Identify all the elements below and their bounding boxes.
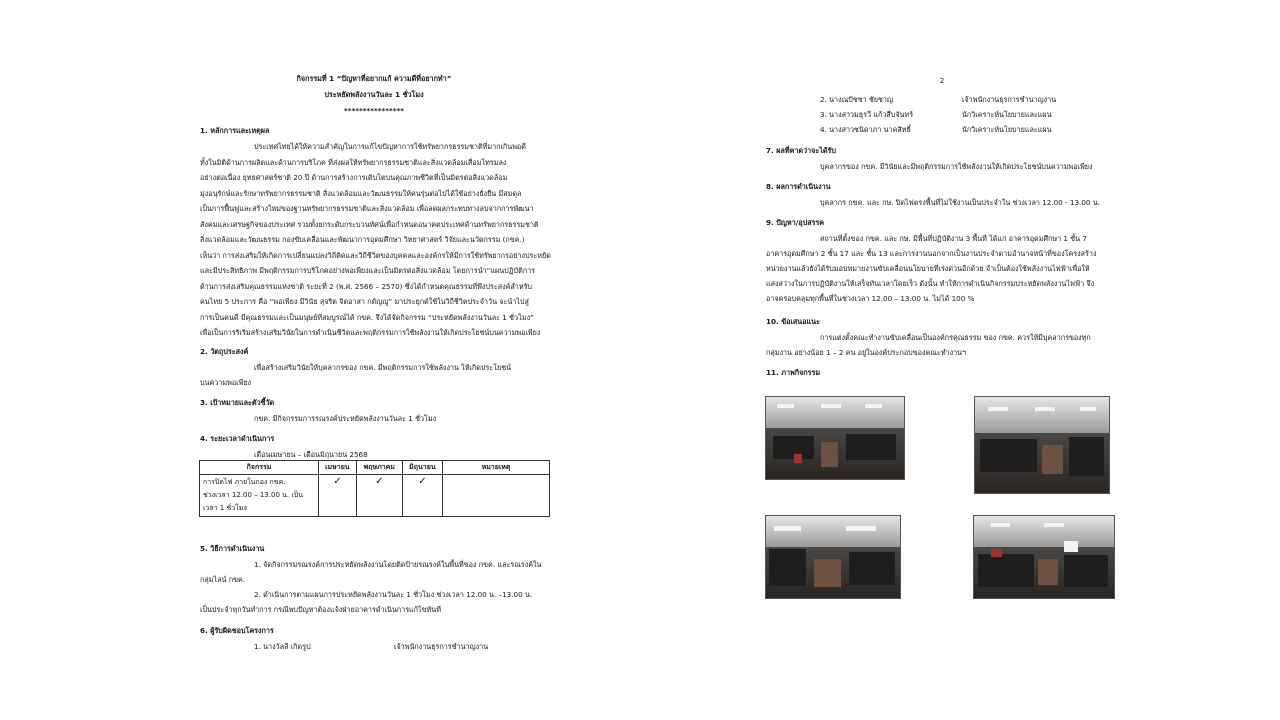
team-member-name: 4. นางสาวชนิดาภา นาคสิทธิ์ <box>820 125 911 134</box>
activity-photo <box>974 396 1110 494</box>
section-8-heading: 8. ผลการดำเนินงาน <box>766 182 831 191</box>
team-member-role: นักวิเคราะห์นโยบายและแผน <box>962 125 1052 134</box>
activity-line: การปิดไฟ ภายในกอง กขค. <box>203 478 286 486</box>
table-row <box>200 475 550 517</box>
section-2-heading: 2. วัตถุประสงค์ <box>200 347 249 356</box>
section-5-line: 1. จัดกิจกรรมรณรงค์การประหยัดพลังงานโดยติดป้ายรณรงค์ในพื้นที่ของ กขค. และรณรงค์ใน <box>254 560 542 569</box>
activity-photo <box>765 396 905 480</box>
responsible-person-role: เจ้าพนักงานธุรการชำนาญงาน <box>394 642 489 651</box>
checkmark-icon: ✓ <box>319 475 357 517</box>
section-6-heading: 6. ผู้รับผิดชอบโครงการ <box>200 626 274 635</box>
activity-photo <box>765 515 901 599</box>
section-1-line: สิ่งแวดล้อมและวัฒนธรรม กองขับเคลื่อนและพัฒนาการอุดมศึกษา วิทยาศาสตร์ วิจัยและนวัตกรรม (กขค.) <box>200 235 525 244</box>
section-1-line: เพื่อเป็นการริเริ่มสร้างเสริมวินัยในการดำเนินชีวิตและพฤติกรรมการใช้พลังงานให้เกิดประโยชน์บนความพอเพียง <box>200 328 541 337</box>
section-10-line: การแต่งตั้งคณะทำงานขับเคลื่อนเป็นองค์กรคุณธรรม ของ กขค. ควรให้มีบุคลากรของทุก <box>820 333 1091 342</box>
section-1-line: สังคมและเศรษฐกิจของประเทศ รวมทั้งยกระดับกระบวนทัศน์เพื่อกำหนดอนาคตประเทศด้านทรัพยากรธรรมชาติ <box>200 219 539 229</box>
responsible-person-name: 1. นางวัลลี เกิดรูป <box>254 642 311 651</box>
section-5-heading: 5. วิธีการดำเนินงาน <box>200 544 265 553</box>
section-11-heading: 11. ภาพกิจกรรม <box>766 368 821 377</box>
table-header: กิจกรรม <box>200 461 319 475</box>
section-1-line: คนไทย 5 ประการ คือ “พอเพียง มีวินัย สุจริต จิตอาสา กตัญญู” มาประยุกต์ใช้ในวิถีชีวิตประจำวัน จะนำไปสู่ <box>200 297 529 306</box>
team-member-name: 3. นางสาวมธุรวี แก้วสืบจันทร์ <box>820 110 914 119</box>
section-10-heading: 10. ข้อเสนอแนะ <box>766 317 820 326</box>
page-subtitle: ประหยัดพลังงานวันละ 1 ชั่วโมง <box>324 90 424 99</box>
section-5-line: 2. ดำเนินการตามแผนการประหยัดพลังงานวันละ 1 ชั่วโมง ช่วงเวลา 12.00 น. –13.00 น. <box>254 590 533 599</box>
page-title: กิจกรรมที่ 1 “ปัญหาที่อยากแก้ ความดีที่อยากทำ” <box>296 74 452 83</box>
section-1-line: และมีประสิทธิภาพ มีพฤติกรรมการบริโภคอย่างพอเพียงและเป็นมิตรต่อสิ่งแวดล้อม โดยการนำ“แผนปฏิบัติการ <box>200 266 535 275</box>
team-member-role: นักวิเคราะห์นโยบายและแผน <box>962 110 1052 119</box>
section-4-heading: 4. ระยะเวลาดำเนินการ <box>200 434 275 443</box>
section-9-line: อาจครอบคลุมทุกพื้นที่ในช่วงเวลา 12.00 – 13.00 น. ไม่ได้ 100 % <box>766 294 975 303</box>
section-1-line: ทั้งในมิติด้านการผลิตและด้านการบริโภค ที่ส่งผลให้ทรัพยากรธรรมชาติและสิ่งแวดล้อมเสื่อมโทรมลง <box>200 157 507 167</box>
separator-stars: **************** <box>343 106 405 115</box>
schedule-table <box>199 460 550 517</box>
section-7-heading: 7. ผลที่คาดว่าจะได้รับ <box>766 146 836 155</box>
section-5-line: เป็นประจำทุกวันทำการ กรณีพบปัญหาต้องแจ้งฝ่ายอาคารดำเนินการแก้ไขทันที <box>200 605 441 614</box>
section-1-line: เห็นว่า การส่งเสริมให้เกิดการเปลี่ยนแปลงวิถีคิดและวิถีชีวิตของบุคคลและองค์กรให้มีการใช้ทรัพยากรอย่างประหยัด <box>200 250 551 260</box>
section-1-line: เป็นการฟื้นฟูและสร้างใหม่ของฐานทรัพยากรธรรมชาติและสิ่งแวดล้อม เพื่อลดผลกระทบทางลบจากการพัฒนา <box>200 204 534 213</box>
team-member-role: เจ้าพนักงานธุรการชำนาญงาน <box>962 95 1057 104</box>
team-member-name: 2. นางณปัชชา ชัยชาญ <box>820 95 894 104</box>
checkmark-icon: ✓ <box>402 475 442 517</box>
section-1-line: มุ่งอนุรักษ์และรักษาทรัพยากรธรรมชาติ สิ่งแวดล้อมและวัฒนธรรมให้คนรุ่นต่อไปได้ใช้อย่างยั่งยืน มีสมดุล <box>200 188 522 198</box>
table-header: เมษายน <box>319 461 357 475</box>
checkmark-icon: ✓ <box>356 475 402 517</box>
table-header-row <box>200 461 550 475</box>
activity-photo <box>973 515 1115 599</box>
section-10-line: กลุ่มงาน อย่างน้อย 1 – 2 คน อยู่ในองค์ประกอบของคณะทำงานฯ <box>766 348 967 357</box>
page-number: 2 <box>939 76 945 85</box>
section-9-line: แสงสว่างในการปฏิบัติงานให้เสร็จทันเวลาโดยเร็ว ดังนั้น ทำให้การดำเนินกิจกรรมประหยัดพลังงานไฟฟ้า จึง <box>766 279 1095 288</box>
activity-line: ช่วงเวลา 12.00 – 13.00 น. เป็น <box>203 491 303 499</box>
section-2-line: เพื่อสร้างเสริมวินัยให้บุคลากรของ กขค. มีพฤติกรรมการใช้พลังงาน ให้เกิดประโยชน์ <box>254 363 512 372</box>
section-3-heading: 3. เป้าหมายและตัวชี้วัด <box>200 398 275 407</box>
section-1-heading: 1. หลักการและเหตุผล <box>200 126 270 135</box>
section-9-heading: 9. ปัญหา/อุปสรรค <box>766 218 825 227</box>
activity-line: เวลา 1 ชั่วโมง <box>203 504 247 512</box>
table-header: หมายเหตุ <box>443 461 550 475</box>
section-9-line: หน่วยงานแล้วยังได้รับมอบหมายงานขับเคลื่อนนโยบายที่เร่งด่วนอีกด้วย จำเป็นต้องใช้พลังงานไฟฟ้าเพื่อให้ <box>766 264 1090 273</box>
table-cell-activity <box>200 475 319 517</box>
table-cell-note <box>443 475 550 517</box>
section-1-line: อย่างต่อเนื่อง ยุทธศาสตร์ชาติ 20 ปี ด้านการสร้างการเติบโตบนคุณภาพชีวิตที่เป็นมิตรต่อสิ่งแวดล้อม <box>200 173 508 182</box>
table-header: มิถุนายน <box>402 461 442 475</box>
section-4-line: เดือนเมษายน – เดือนมิถุนายน 2568 <box>254 450 368 459</box>
section-1-line: การเป็นคนดี มีคุณธรรมและเป็นมนุษย์ที่สมบูรณ์ได้ กขค. จึงได้จัดกิจกรรม “ประหยัดพลังงานวันละ 1 ชั่วโมง” <box>200 312 534 322</box>
table-header: พฤษภาคม <box>356 461 402 475</box>
section-1-line: ประเทศไทยได้ให้ความสำคัญในการแก้ไขปัญหาการใช้ทรัพยากรธรรมชาติที่มากเกินพอดี <box>254 142 526 151</box>
section-7-line: บุคลากรของ กขค. มีวินัยและมีพฤติกรรมการใช้พลังงานให้เกิดประโยชน์บนความพอเพียง <box>820 162 1093 171</box>
section-9-line: อาคารอุดมศึกษา 2 ชั้น 17 และ ชั้น 13 และการงานนอกจากเป็นงานประจำตามอำนาจหน้าที่ของโครงสร้าง <box>766 249 1097 258</box>
document-page-1 <box>188 60 560 660</box>
document-page-2 <box>700 60 1160 620</box>
section-3-line: กขค. มีกิจกรรมการรณรงค์ประหยัดพลังงานวันละ 1 ชั่วโมง <box>254 414 437 423</box>
section-9-line: สถานที่ตั้งของ กขค. และ กษ. มีพื้นที่ปฏิบัติงาน 3 พื้นที่ ได้แก่ อาคารอุดมศึกษา 1 ชั้น 7 <box>820 234 1087 243</box>
section-2-line: บนความพอเพียง <box>200 378 252 387</box>
section-1-line: ด้านการส่งเสริมคุณธรรมแห่งชาติ ระยะที่ 2 (พ.ศ. 2566 – 2570) ซึ่งได้กำหนดคุณธรรมที่พึงประสงค์สำหรับ <box>200 281 532 291</box>
section-5-line: กลุ่มไลน์ กขค. <box>200 575 246 584</box>
section-8-line: บุคลากร กขค. และ กษ. ปิดไฟตรงพื้นที่ไม่ใช้งานเป็นประจำใน ช่วงเวลา 12.00 - 13.00 น. <box>820 198 1100 207</box>
